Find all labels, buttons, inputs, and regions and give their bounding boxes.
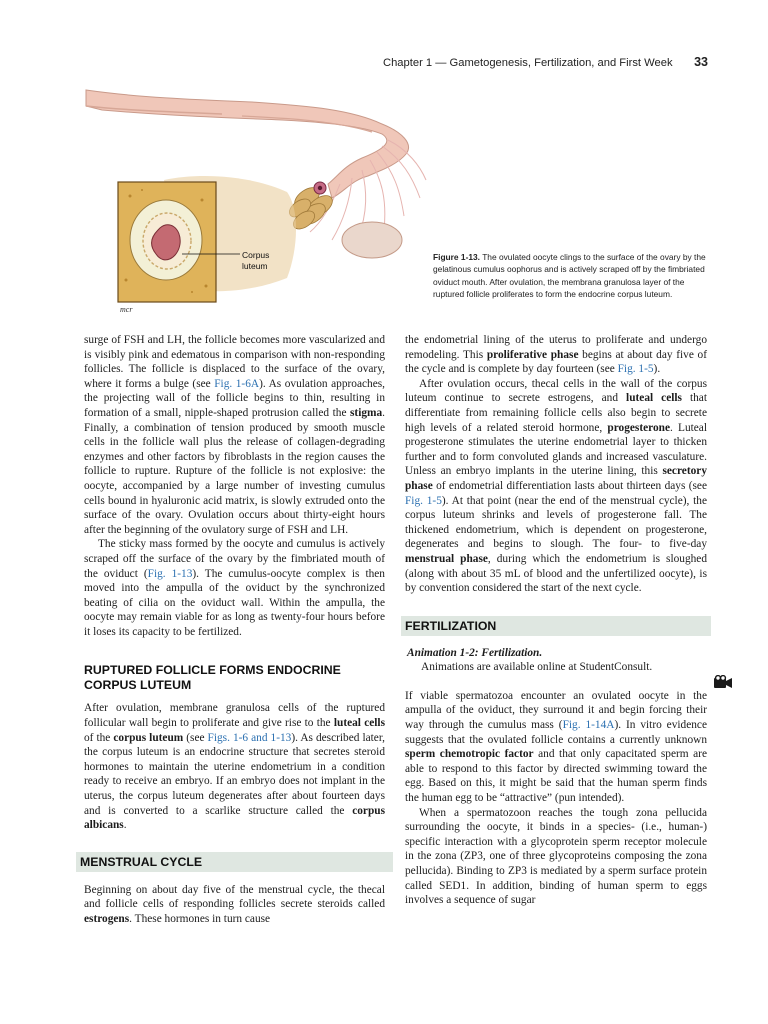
paragraph — [405, 377, 707, 596]
text-run: If viable spermatozoa encounter an ovulated oocyte in the ampulla of the oviduct, they surround it and begin forcing their way through the cumulus mass ( — [405, 689, 707, 732]
text-run: After ovulation occurs, thecal cells in the wall of the corpus luteum continue to secrete estrogens, and — [405, 377, 707, 405]
figure-caption — [433, 251, 709, 300]
text-run: ). As described later, the corpus luteum is an endocrine structure that secretes steroid hormones to maintain the uterine endometrium in a condition ready to receive an embryo. If an embryo does not implant in the uterus, the corpus luteum degenerates after about fourteen days and is converted to a scarlike structure called the — [84, 731, 385, 817]
section-heading: RUPTURED FOLLICLE FORMS ENDOCRINE CORPUS LUTEUM — [84, 663, 341, 692]
running-header — [383, 55, 708, 69]
bold-term: sperm chemotropic factor — [405, 748, 534, 761]
text-run: . These hormones in turn cause — [129, 913, 271, 925]
text-run: . Luteal progesterone stimulates the uterine endometrial layer to thicken further and to form convoluted glands and increased vasculature. Unless an embryo implants in the uterine lining, this — [405, 421, 707, 478]
text-run: The sticky mass formed by the oocyte and cumulus is actively scraped off the surface of the ovary by the fimbriated mouth of the oviduct ( — [84, 538, 385, 580]
bold-term: proliferative phase — [486, 348, 579, 361]
text-run: that differentiate from remaining follicle cells also begin to secrete high levels of a related steroid hormone, — [405, 392, 707, 434]
text-run: (see — [183, 731, 208, 744]
label-luteum: luteum — [242, 261, 268, 271]
bold-term: estrogens — [84, 913, 130, 925]
text-run: the endometrial lining of the uterus to proliferate and undergo remodeling. This — [405, 334, 707, 361]
text-run: ). At that point (near the end of the menstrual cycle), the corpus luteum shrinks and levels of progesterone fall. The thickened endometrium, which is dependent on progesterone, degenerates and begins to slough. The four- to five-day — [405, 494, 707, 551]
bold-term: corpus luteum — [113, 731, 184, 744]
paragraph — [405, 806, 707, 908]
text-run: ). — [653, 363, 661, 376]
bold-term: secretory phase — [405, 465, 707, 492]
ovary-surface — [342, 222, 402, 258]
bold-term: menstrual phase — [405, 552, 488, 565]
text-run: After ovulation, membrane granulosa cells of the ruptured follicular wall begin to proliferate and give rise to the — [84, 702, 385, 730]
label-corpus: Corpus — [242, 250, 270, 260]
figure-reference-link[interactable]: Fig. 1-14A — [562, 719, 615, 732]
figure-reference-link[interactable]: Figs. 1-6 and 1-13 — [207, 731, 292, 744]
text-run: . Finally, a combination of tension produced by smooth muscle cells in the follicle wall plus the release of collagen-degrading enzymes and other factors by fibroblasts in the region causes the follicle to rupture. Rupture of the follicle is not explosive: the oocyte, accompanied by a large number of investing cumulus cells bound in hyaluronic acid matrix, is slowly extruded onto the surface of the ovary. Ovulation occurs about thirty-eight hours after the beginning of the ovulatory surge of FSH and LH. — [84, 406, 385, 536]
text-run: and that only capacitated sperm are able to respond to this factor by directed swimming toward the egg. Based on this, it might be said that the human sperm finds the human egg to be “attractive” (pun intended). — [405, 748, 707, 805]
figure-1-13-illustration — [82, 80, 427, 320]
bold-term: luteal cells — [626, 392, 682, 405]
text-run: ). The cumulus-oocyte complex is then moved into the ampulla of the oviduct by the synchronized beating of cilia on the oviduct wall. Within the ampulla, the oocyte may remain viable for as long as twenty-four hours before it loses its capacity to be fertilized. — [84, 567, 385, 638]
text-run: of endometrial differentiation lasts about thirteen days (see — [432, 479, 707, 492]
left-column — [80, 333, 385, 927]
paragraph — [84, 537, 385, 639]
bold-term: stigma — [350, 406, 383, 419]
paragraph — [84, 883, 385, 927]
film-camera-icon[interactable] — [713, 675, 733, 690]
text-run: When a spermatozoon reaches the tough zona pellucida surrounding the oocyte, it binds in a species- (i.e., human-) specific interaction with a glycoprotein sperm receptor molecule in the zona (ZP3, one of three glycoproteins composing the zona pellucida). Binding to ZP3 is mediated by a sperm surface protein called SED1. In addition, binding of human sperm to eggs involves a sequence of sugar — [405, 806, 707, 907]
bold-term: progesterone — [607, 421, 670, 434]
paragraph — [405, 333, 707, 377]
animation-title: Animation 1-2: Fertilization. — [407, 646, 543, 659]
running-title: Chapter 1 — Gametogenesis, Fertilization, and First Week — [383, 57, 673, 69]
artist-signature: mcr — [120, 305, 133, 314]
paragraph — [405, 689, 707, 806]
caption-label: Figure 1-13. — [433, 252, 481, 262]
figure-reference-link[interactable]: Fig. 1-6A — [214, 377, 260, 390]
caption-text: The ovulated oocyte clings to the surface of the ovary by the gelatinous cumulus oophorus and is actively scraped off by the fimbriated oviduct mouth. After ovulation, the membrana granulosa layer of the ruptured follicle proliferates to form the endocrine corpus luteum. — [433, 252, 706, 299]
text-run: ). As ovulation approaches, the projecting wall of the follicle begins to thin, resulting in formation of a small, nipple-shaped protrusion called the — [84, 377, 385, 419]
page-number: 33 — [694, 55, 708, 69]
section-heading-bar: MENSTRUAL CYCLE — [76, 852, 393, 872]
bold-term: luteal cells — [333, 717, 385, 730]
text-run: Beginning on about day five of the menstrual cycle, the thecal and follicle cells of responding follicles secrete steroids called — [84, 883, 385, 911]
text-run: ). In vitro evidence suggests that the ovulated follicle contains a currently unknown — [405, 719, 707, 746]
text-run: . — [123, 819, 127, 832]
bold-term: corpus albicans — [84, 804, 385, 832]
animation-link-text[interactable]: Animations are available online at StudentConsult. — [421, 661, 653, 674]
text-run: , during which the endometrium is sloughed (along with about 35 mL of blood and the unfertilized oocyte), is by convention considered the start of the next cycle. — [405, 552, 707, 595]
right-column — [405, 333, 707, 908]
text-run: begins at about day five of the cycle and is complete by day fourteen (see — [405, 348, 707, 376]
section-heading-bar: FERTILIZATION — [401, 616, 711, 636]
oviduct-ovary-drawing — [82, 80, 427, 320]
text-run: of the — [84, 731, 114, 744]
figure-reference-link[interactable]: Fig. 1-5 — [405, 494, 442, 507]
figure-reference-link[interactable]: Fig. 1-5 — [617, 363, 654, 376]
paragraph — [84, 701, 385, 832]
figure-reference-link[interactable]: Fig. 1-13 — [147, 567, 193, 580]
paragraph — [84, 333, 385, 537]
text-run: surge of FSH and LH, the follicle becomes more vascularized and is visibly pink and edematous in comparison with non-responding follicles. The follicle is displaced to the surface of the ovary, where it forms a bulge (see — [84, 334, 385, 390]
